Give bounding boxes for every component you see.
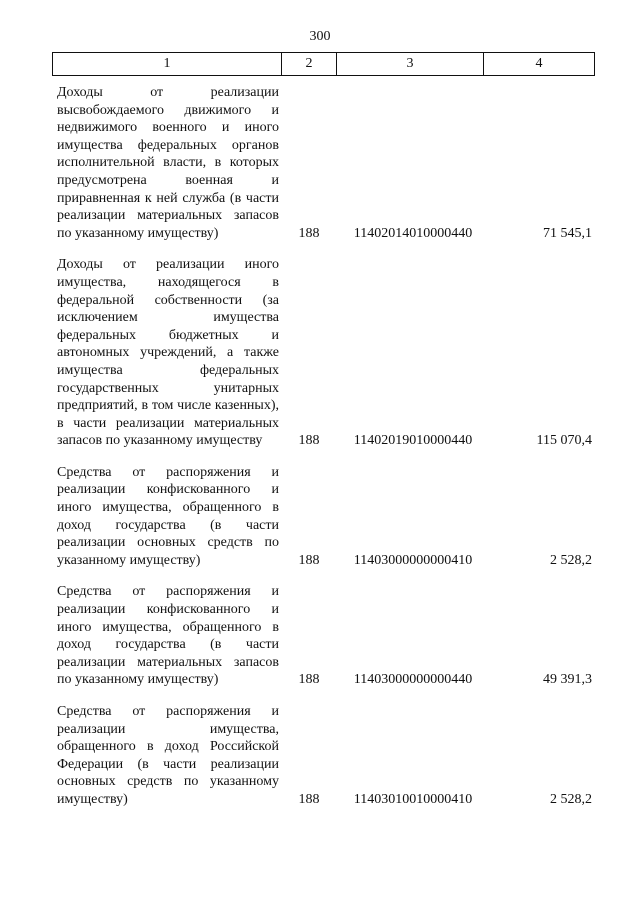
row-admin-code: 188	[298, 433, 320, 449]
row-description: Средства от распоряжения и реализации конфискованного и иного имущества, обращенного в доход государства (в части реализации материальных запасов по указанному имуществу)	[57, 584, 279, 688]
row-description: Доходы от реализации высвобождаемого движимого и недвижимого военного и иного имущества федеральных органов исполнительной власти, в которых предусмотрена военная и приравненная к ней служба (в части реализации материальных запасов по указанному имуществу)	[57, 85, 279, 241]
row-amount: 115 070,4	[536, 433, 592, 449]
row-amount: 2 528,2	[550, 791, 592, 807]
column-header-row	[52, 52, 595, 76]
row-kbk-code: 11403000000000410	[353, 552, 473, 568]
row-description: Средства от распоряжения и реализации имущества, обращенного в доход Российской Федерации (в части реализации основных средств по указанному имуществу)	[57, 704, 279, 807]
column-header-2: 2	[282, 53, 337, 75]
column-header-1: 1	[53, 53, 282, 75]
row-description: Средства от распоряжения и реализации конфискованного и иного имущества, обращенного в доход государства (в части реализации основных средств по указанному имуществу)	[57, 464, 279, 568]
row-amount: 49 391,3	[543, 672, 592, 688]
row-admin-code: 188	[298, 791, 320, 807]
table-row	[57, 464, 595, 570]
column-header-3: 3	[337, 53, 484, 75]
row-description: Доходы от реализации иного имущества, находящегося в федеральной собственности (за исключением имущества федеральных бюджетных и автономных учреждений, а также имущества федеральных государственных унитарных предприятий, в том числе казенных), в части реализации материальных запасов по указанному имуществу	[57, 257, 279, 449]
table-row	[57, 583, 595, 689]
row-admin-code: 188	[298, 225, 320, 241]
page-number: 300	[309, 29, 331, 44]
column-header-4: 4	[535, 56, 543, 71]
row-kbk-code: 11403000000000440	[353, 672, 473, 688]
table-body	[57, 84, 595, 823]
table-row	[57, 256, 595, 450]
row-admin-code: 188	[298, 552, 320, 568]
table-row	[57, 703, 595, 809]
row-kbk-code: 11403010010000410	[353, 791, 473, 807]
row-amount: 2 528,2	[550, 552, 592, 568]
row-kbk-code: 11402019010000440	[353, 433, 473, 449]
row-admin-code: 188	[298, 672, 320, 688]
row-amount: 71 545,1	[543, 225, 592, 241]
table-row	[57, 84, 595, 242]
row-kbk-code: 11402014010000440	[353, 225, 473, 241]
